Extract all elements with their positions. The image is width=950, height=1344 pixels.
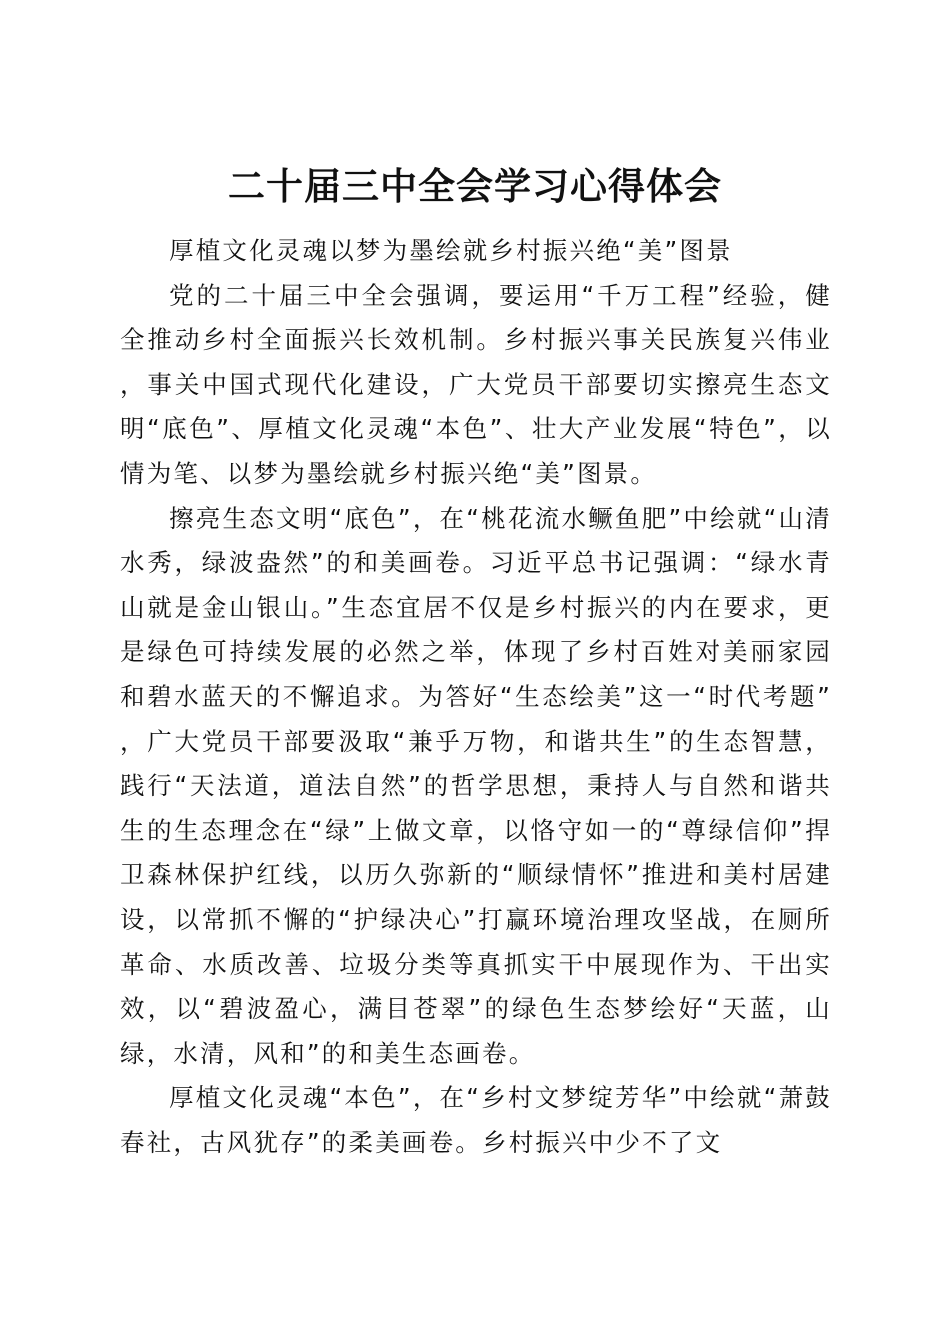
paragraph-subtitle: 厚植文化灵魂以梦为墨绘就乡村振兴绝“美”图景 bbox=[169, 236, 733, 265]
paragraph-ecology: 擦亮生态文明“底色”，在“桃花流水鳜鱼肥”中绘就“山清水秀，绿波盎然”的和美画卷。习近平总书记强调：“绿水青山就是金山银山。”生态宜居不仅是乡村振兴的内在要求，更是绿色可持续发展的必然之举，体现了乡村百姓对美丽家园和碧水蓝天的不懈追求。为答好“生态绘美”这一“时代考题”，广大党员干部要汲取“兼乎万物，和谐共生”的生态智慧，践行“天法道，道法自然”的哲学思想，秉持人与自然和谐共生的生态理念在“绿”上做文章，以恪守如一的“尊绿信仰”捍卫森林保护红线，以历久弥新的“顺绿情怀”推进和美村居建设，以常抓不懈的“护绿决心”打赢环境治理攻坚战，在厕所革命、水质改善、垃圾分类等真抓实干中展现作为、干出实效，以“碧波盈心，满目苍翠”的绿色生态梦绘好“天蓝，山绿，水清，风和”的和美生态画卷。 bbox=[120, 503, 832, 1068]
paragraph-culture: 厚植文化灵魂“本色”，在“乡村文梦绽芳华”中绘就“萧鼓春社，古风犹存”的柔美画卷。乡村振兴中少不了文 bbox=[120, 1083, 832, 1157]
page-title: 二十届三中全会学习心得体会 bbox=[228, 163, 722, 208]
document-body bbox=[120, 229, 832, 1165]
paragraph-intro: 党的二十届三中全会强调，要运用“千万工程”经验，健全推动乡村全面振兴长效机制。乡村振兴事关民族复兴伟业，事关中国式现代化建设，广大党员干部要切实擦亮生态文明“底色”、厚植文化灵魂“本色”、壮大产业发展“特色”，以情为笔、以梦为墨绘就乡村振兴绝“美”图景。 bbox=[120, 280, 832, 488]
